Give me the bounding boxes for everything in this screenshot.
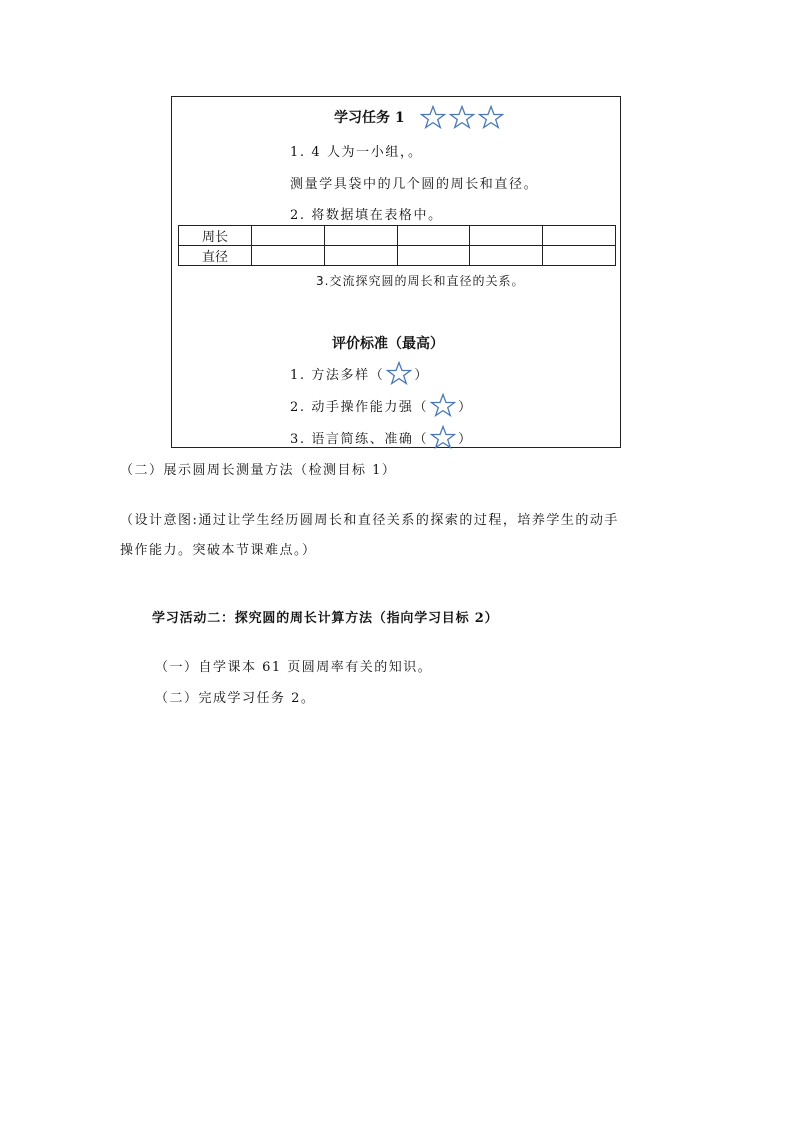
- task-step-measure: 测量学具袋中的几个圆的周长和直径。: [290, 177, 539, 192]
- criteria-close: ）: [458, 431, 473, 447]
- table-row: [179, 246, 616, 266]
- star-outline-icon: [384, 361, 414, 385]
- criteria-item-3: [290, 425, 473, 449]
- task-step-2: 2. 将数据填在表格中。: [290, 208, 443, 223]
- criteria-label: 2. 动手操作能力强（: [290, 399, 429, 415]
- star-outline-icon: [428, 425, 458, 449]
- criteria-close: ）: [458, 399, 473, 415]
- table-cell[interactable]: [324, 226, 397, 246]
- task-step-1: 1. 4 人为一小组，。: [290, 145, 423, 160]
- activity-2-title: 学习活动二：探究圆的周长计算方法（指向学习目标 2）: [152, 611, 499, 626]
- learning-task-box: [171, 96, 621, 448]
- row-header-diameter: 直径: [179, 246, 252, 266]
- table-cell[interactable]: [252, 226, 325, 246]
- activity-2-item-1: （一）自学课本 61 页圆周率有关的知识。: [155, 660, 433, 675]
- activity-2-item-2: （二）完成学习任务 2。: [155, 691, 316, 706]
- table-cell[interactable]: [397, 226, 470, 246]
- task-step-3: 3.交流探究圆的周长和直径的关系。: [316, 274, 525, 288]
- criteria-title: 评价标准（最高）: [332, 336, 444, 352]
- task-title: 学习任务 1: [334, 110, 405, 126]
- table-cell[interactable]: [397, 246, 470, 266]
- table-cell[interactable]: [470, 246, 543, 266]
- criteria-close: ）: [414, 367, 429, 383]
- table-cell[interactable]: [543, 226, 616, 246]
- table-cell[interactable]: [470, 226, 543, 246]
- star-outline-icon: [420, 105, 446, 129]
- design-intent-line-2: 操作能力。突破本节课难点。）: [120, 543, 317, 558]
- criteria-label: 3. 语言简练、准确（: [290, 431, 429, 447]
- section-2-heading: （二）展示圆周长测量方法（检测目标 1）: [120, 463, 397, 478]
- design-intent-line-1: （设计意图:通过让学生经历圆周长和直径关系的探索的过程，培养学生的动手: [120, 513, 619, 528]
- table-row: [179, 226, 616, 246]
- star-outline-icon: [449, 105, 475, 129]
- criteria-item-1: [290, 361, 429, 385]
- task-title-stars: [420, 105, 504, 129]
- criteria-label: 1. 方法多样（: [290, 367, 385, 383]
- table-cell[interactable]: [252, 246, 325, 266]
- table-cell[interactable]: [543, 246, 616, 266]
- criteria-item-2: [290, 393, 473, 417]
- row-header-circumference: 周长: [179, 226, 252, 246]
- star-outline-icon: [478, 105, 504, 129]
- star-outline-icon: [428, 393, 458, 417]
- table-cell[interactable]: [324, 246, 397, 266]
- measurement-table: [178, 225, 616, 266]
